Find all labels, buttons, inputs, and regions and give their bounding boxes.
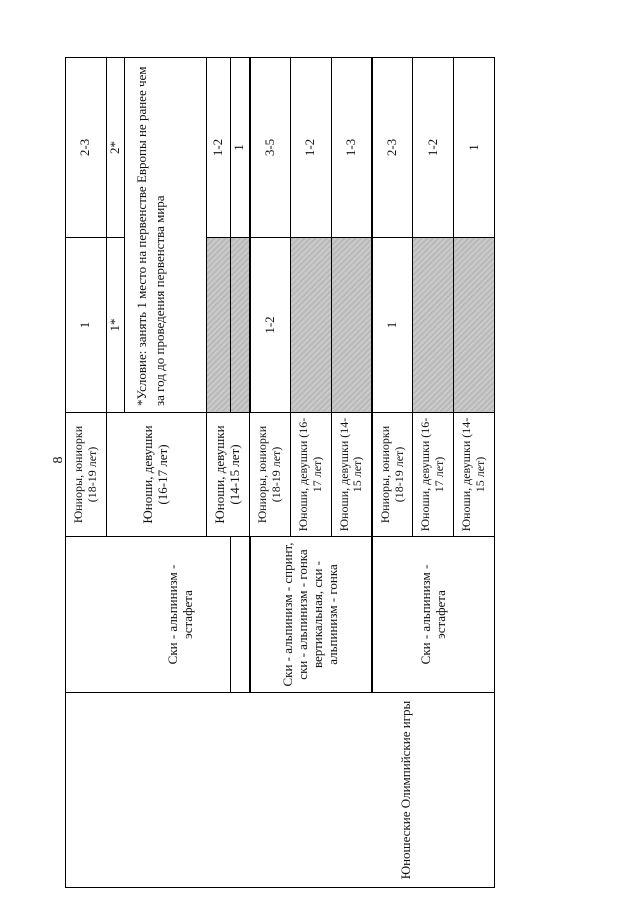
place-cell: 1-2 xyxy=(206,58,230,238)
place-cell: 1-3 xyxy=(331,58,372,238)
place-cell: 1* xyxy=(106,238,124,413)
footnote-cell xyxy=(125,58,207,413)
place-cell: 2* xyxy=(106,58,124,238)
shaded-cell xyxy=(454,238,495,413)
age-label: Юноши, девушки (16-17 лет) xyxy=(418,417,447,532)
shaded-cell xyxy=(231,238,250,413)
age-cell xyxy=(413,413,454,537)
place-cell: 1 xyxy=(66,238,107,413)
place-cell: 1 xyxy=(454,58,495,238)
event-cell xyxy=(250,537,372,693)
age-label: Юноши, девушки (16-17 лет) xyxy=(140,425,171,524)
age-label: Юноши, девушки (14-15 лет) xyxy=(459,417,488,532)
shaded-cell xyxy=(413,238,454,413)
age-label: Юниоры, юниорки (18-19 лет) xyxy=(71,425,99,524)
age-cell xyxy=(331,413,372,537)
event-cell xyxy=(66,537,231,693)
age-label: Юноши, девушки (14-15 лет) xyxy=(212,425,242,524)
place-cell: 2-3 xyxy=(372,58,413,238)
event-label: Ски - альпинизм - эстафета xyxy=(417,564,448,665)
shaded-cell xyxy=(290,238,331,413)
age-label: Юниоры, юниорки (18-19 лет) xyxy=(377,425,406,524)
age-cell xyxy=(372,413,413,537)
place-cell: 1-2 xyxy=(413,58,454,238)
place-cell: 1 xyxy=(372,238,413,413)
discipline-group-label: Юношеские Олимпийские игры xyxy=(398,700,414,880)
place-cell: 1-2 xyxy=(290,58,331,238)
place-cell: 3-5 xyxy=(250,58,291,238)
shaded-cell xyxy=(331,238,372,413)
section-divider xyxy=(231,537,250,693)
age-cell xyxy=(250,413,291,537)
age-label: Юниоры, юниорки (18-19 лет) xyxy=(255,425,283,524)
place-cell: 1 xyxy=(231,58,250,238)
age-cell xyxy=(206,413,249,537)
age-cell xyxy=(290,413,331,537)
event-label: Ски - альпинизм - спринт, ски - альпинизм - гонка вертикальная, ски - альпинизм - гонка xyxy=(279,542,340,687)
page-number: 8 xyxy=(51,456,66,464)
ranking-table xyxy=(65,57,495,888)
discipline-group-cell xyxy=(66,693,495,888)
place-cell: 2-3 xyxy=(66,58,107,238)
age-label: Юноши, девушки (14-15 лет) xyxy=(336,417,365,532)
age-cell xyxy=(66,413,107,537)
event-cell xyxy=(372,537,494,693)
age-label: Юноши, девушки (16-17 лет) xyxy=(296,417,324,532)
age-cell xyxy=(454,413,495,537)
footnote-text: *Условие: занять 1 место на первенстве Европы не ранее чем за год до проведения первенства мира xyxy=(134,66,167,406)
table-row xyxy=(66,58,107,888)
shaded-cell xyxy=(206,238,230,413)
age-cell xyxy=(106,413,206,537)
rotated-table-wrapper xyxy=(65,58,495,888)
event-label: Ски - альпинизм - эстафета xyxy=(165,564,195,665)
place-cell: 1-2 xyxy=(250,238,291,413)
